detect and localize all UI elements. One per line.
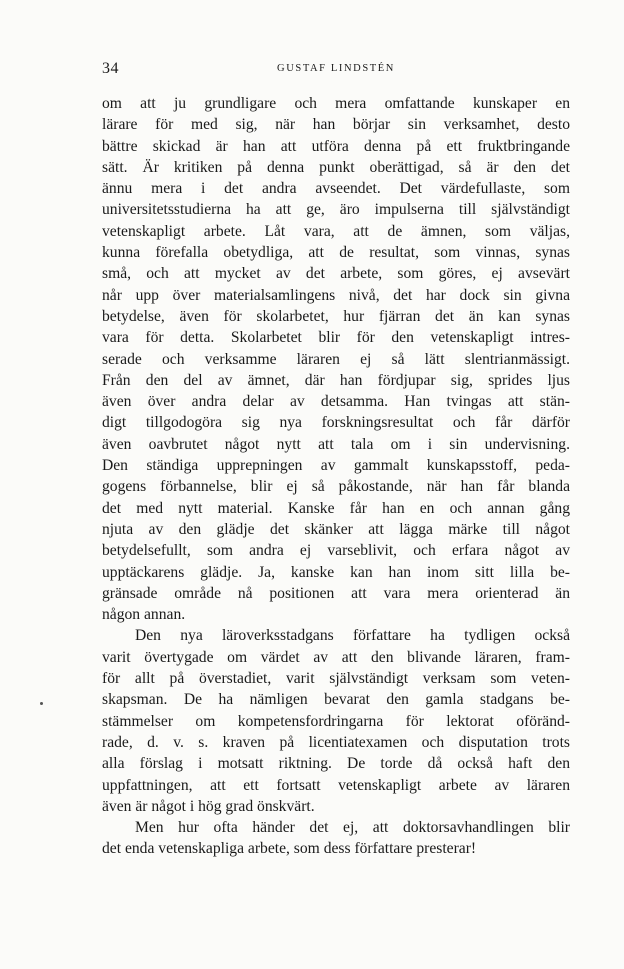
text-line: även oavbrutet något nytt att tala om i sin undervisning.: [102, 435, 570, 453]
text-line: betydelse, även för skolarbetet, hur fjärran det än kan synas: [102, 307, 570, 325]
page-header: [102, 60, 570, 80]
text-line: vetenskapligt arbete. Låt vara, att de ämnen, som väljas,: [102, 222, 570, 240]
text-line: digt tillgodogöra sig nya forskningsresultat och får därför: [102, 414, 570, 432]
text-line: rade, d. v. s. kraven på licentiatexamen och disputation trots: [102, 733, 570, 751]
text-line: skapsman. De ha nämligen bevarat den gamla stadgans be-: [102, 691, 570, 709]
print-speck: [40, 702, 43, 705]
text-line: stämmelser om kompetensfordringarna för lektorat oföränd-: [102, 712, 570, 730]
text-line: lärare för med sig, när han börjar sin verksamhet, desto: [102, 116, 570, 134]
text-line: Den nya läroverksstadgans författare ha tydligen också: [135, 627, 570, 645]
text-line: njuta av den glädje det skänker att lägga märke till något: [102, 520, 570, 538]
running-head: GUSTAF LINDSTÉN: [277, 63, 395, 74]
text-line: Men hur ofta händer det ej, att doktorsavhandlingen blir: [135, 819, 570, 837]
text-line: gränsade område nå positionen att vara mera orienterad än: [102, 584, 570, 602]
paragraph: [102, 93, 570, 625]
text-line: universitetsstudierna ha att ge, äro impulserna till självständigt: [102, 201, 570, 219]
text-line: gogens förbannelse, blir ej så påkostande, när han får blanda: [102, 478, 570, 496]
text-line: även är något i hög grad önskvärt.: [102, 797, 315, 815]
text-line: om att ju grundligare och mera omfattande kunskaper en: [102, 95, 570, 112]
text-line: någon annan.: [102, 606, 186, 624]
body-text: [102, 93, 570, 860]
text-line: varit övertygade om värdet av att den blivande läraren, fram-: [102, 648, 570, 666]
text-line: Den ständiga upprepningen av gammalt kunskapsstoff, peda-: [102, 457, 570, 475]
text-line: sätt. Är kritiken på denna punkt oberättigad, så är den det: [102, 158, 570, 176]
paragraph: [102, 817, 570, 860]
paragraph: [102, 625, 570, 817]
text-line: bättre skickad är han att utföra denna på ett fruktbringande: [102, 137, 570, 155]
text-line: når upp över materialsamlingens nivå, det har dock sin givna: [102, 286, 570, 304]
text-line: kunna förefalla obetydliga, att de resultat, som vinnas, synas: [102, 244, 570, 262]
text-line: det enda vetenskapliga arbete, som dess författare presterar!: [102, 840, 477, 858]
text-line: alla förslag i motsatt riktning. De torde då också haft den: [102, 755, 570, 773]
text-line: betydelsefullt, som andra ej varseblivit, och erfara något av: [102, 542, 570, 560]
text-line: små, och att mycket av det arbete, som göres, ej avsevärt: [102, 265, 570, 283]
text-line: även över andra delar av detsamma. Han tvingas att stän-: [102, 393, 570, 411]
text-line: vara för detta. Skolarbetet blir för den vetenskapligt intres-: [102, 329, 570, 347]
text-line: upptäckarens glädje. Ja, kanske kan han inom sitt lilla be-: [102, 563, 570, 581]
text-line: det med nytt material. Kanske får han en och annan gång: [102, 499, 570, 517]
text-line: Från den del av ämnet, där han fördjupar sig, sprides ljus: [102, 371, 570, 389]
text-line: för allt på överstadiet, varit självständigt verksam som veten-: [102, 670, 570, 688]
text-line: uppfattningen, att ett fortsatt vetenskapligt arbete av läraren: [102, 776, 570, 794]
text-line: serade och verksamme läraren ej så lätt slentrianmässigt.: [102, 350, 570, 368]
page-number: 34: [102, 60, 119, 77]
text-line: ännu mera i det andra avseendet. Det värdefullaste, som: [102, 180, 570, 198]
